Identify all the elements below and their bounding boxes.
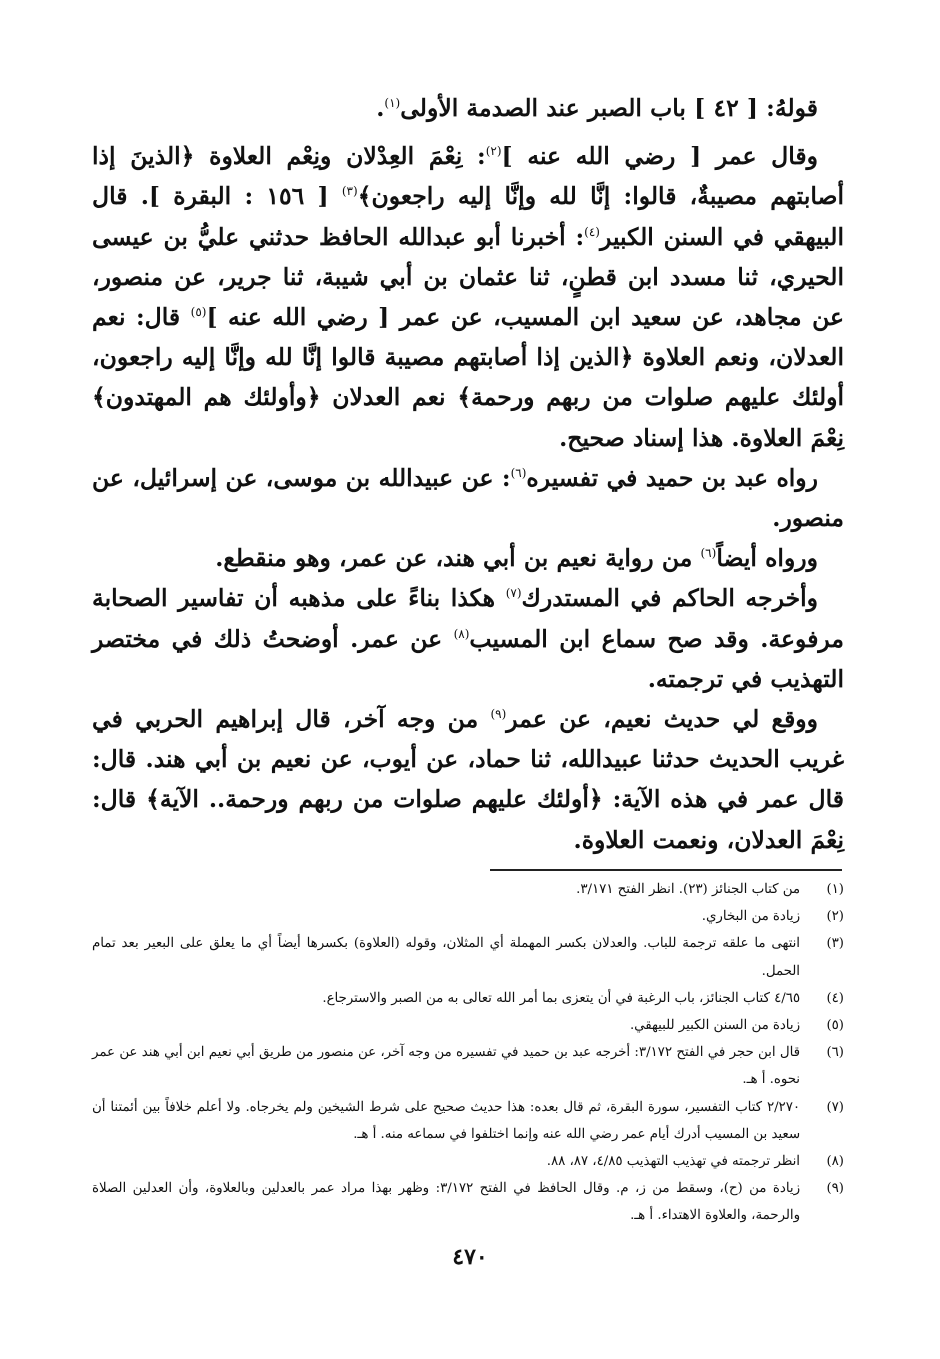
- footnote-ref: (٣): [341, 184, 358, 199]
- footnote-number: (٣): [826, 936, 844, 952]
- paragraph-omar: [92, 136, 844, 458]
- footnote-text: انتهى ما علقه ترجمة للباب. والعدلان بكسر المهملة أي المثلان، وقوله (العلاوة) بكسرها أيضاً أي ما يعلق على البعير بعد تمام الحمل.: [92, 936, 800, 979]
- footnote-5: [92, 1012, 844, 1039]
- footnote-ref: (٤): [584, 224, 600, 239]
- text-run: وقال عمر [ رضي الله عنه ]: [501, 142, 818, 171]
- footnotes: [92, 876, 844, 1230]
- footnote-ref: (٢): [485, 144, 502, 159]
- text-run: ورواه أيضاً: [716, 544, 818, 573]
- footnote-text: زيادة من (ح)، وسقط من ز، م. وقال الحافظ في الفتح ٣/١٧٢: وظهر بهذا مراد عمر بالعدلين وبالعلاوة، وأن العدلين الصلاة والرحمة، والعلاوة الاهتداء. أ هـ.: [92, 1181, 800, 1224]
- footnote-ref: (٩): [490, 707, 507, 722]
- footnote-number: (٢): [826, 909, 844, 925]
- text-run: : أخبرنا أبو عبدالله الحافظ حدثني عليُّ بن عيسى الحيري، ثنا مسدد ابن قطنٍ، ثنا عثمان بن أبي شيبة، ثنا جرير، عن منصور، عن مجاهد، عن سعيد ابن المسيب، عن عمر [ رضي الله عنه ]: [92, 222, 844, 332]
- footnote-8: [92, 1148, 844, 1175]
- footnote-divider: [490, 869, 842, 871]
- text-run: عن عمر. أوضحتُ ذلك في مختصر التهذيب في ترجمته.: [92, 624, 844, 693]
- text-run: : نِعْمَ العِدْلان ونِعْم العلاوة ﴿الذينَ إذا أصابتهم مصيبةٌ، قالوا: إنَّا لله وإنَّا إليه راجعون﴾: [92, 142, 844, 211]
- footnote-number: (٤): [826, 990, 844, 1006]
- footnote-ref: (٨): [453, 626, 470, 641]
- paragraph-harbi: [92, 699, 844, 860]
- footnote-ref: (١): [384, 96, 401, 111]
- footnote-number: (٧): [826, 1099, 844, 1115]
- footnote-4: [92, 985, 844, 1012]
- paragraph-naim: [92, 538, 844, 578]
- paragraph-abd-bin-humaid: [92, 458, 844, 538]
- heading-text: قولهُ: [ ٤٢ ] باب الصبر عند الصدمة الأولى: [400, 94, 818, 122]
- chapter-heading: [92, 88, 844, 128]
- footnote-ref: (٥): [190, 305, 207, 320]
- footnote-number: (٩): [826, 1181, 844, 1197]
- footnote-2: [92, 903, 844, 930]
- text-run: رواه عبد بن حميد في تفسيره: [526, 463, 818, 492]
- footnote-6: [92, 1039, 844, 1093]
- footnote-number: (٥): [826, 1018, 844, 1034]
- footnote-1: [92, 876, 844, 903]
- footnote-text: زيادة من السنن الكبير للبيهقي.: [629, 1018, 800, 1034]
- page-number: ٤٧٠: [452, 1244, 488, 1270]
- footnote-text: من كتاب الجنائز (٢٣). انظر الفتح ٣/١٧١.: [576, 882, 800, 897]
- text-run: قال: نعم العدلان، ونعم العلاوة ﴿الذين إذا أصابتهم مصيبة قالوا إنَّا لله وإنَّا إليه راجعون، أولئك عليهم صلوات من ربهم ورحمة﴾ نعم العدلان ﴿وأولئك هم المهتدون﴾ نِعْمَ العلاوة. هذا إسناد صحيح.: [92, 303, 844, 452]
- footnote-number: (١): [826, 882, 844, 897]
- text-run: وأخرجه الحاكم في المستدرك: [521, 584, 819, 613]
- footnote-7: [92, 1094, 844, 1148]
- heading-end: .: [376, 94, 385, 122]
- text-run: من وجه آخر، قال إبراهيم الحربي في غريب الحديث حدثنا عبيدالله، ثنا حماد، عن أيوب، عن نعيم بن أبي هند. قال: قال عمر في هذه الآية: ﴿أولئك عليهم صلوات من ربهم ورحمة.. الآية﴾ قال: نِعْمَ العدلان، ونعمت العلاوة.: [92, 705, 844, 854]
- text-run: [ ١٥٦ : البقرة ]. قال البيهقي في السنن الكبير: [92, 182, 844, 251]
- footnote-text: قال ابن حجر في الفتح ٣/١٧٢: أخرجه عبد بن حميد في تفسيره من وجه آخر، عن منصور من طريق أبي نعيم ابن أبي هند عن عمر نحوه. أ هـ.: [92, 1045, 801, 1088]
- footnote-ref: (٦): [510, 466, 527, 480]
- footnote-number: (٨): [826, 1154, 844, 1170]
- footnote-ref: (٦): [700, 546, 717, 561]
- footnote-9: [92, 1175, 844, 1229]
- footnote-ref: (٧): [505, 586, 522, 601]
- text-run: من رواية نعيم بن أبي هند، عن عمر، وهو منقطع.: [215, 544, 701, 573]
- paragraph-hakim: [92, 578, 844, 699]
- footnote-text: ٢/٢٧٠ كتاب التفسير، سورة البقرة، ثم قال بعده: هذا حديث صحيح على شرط الشيخين ولم يخرجاه. ولا أعلم خلافاً بين أئمتنا أن سعيد بن المسيب أدرك أيام عمر رضي الله عنه وإنما اختلفوا في سماعه منه. أ هـ.: [92, 1099, 800, 1142]
- footnote-number: (٦): [826, 1045, 844, 1061]
- text-run: هكذا بناءً على مذهبه أن تفاسير الصحابة مرفوعة. وقد صح سماع ابن المسيب: [92, 584, 844, 653]
- footnote-text: زيادة من البخاري.: [701, 909, 800, 925]
- text-run: ووقع لي حديث نعيم، عن عمر: [506, 705, 818, 734]
- text-run: : عن عبيدالله بن موسى، عن إسرائيل، عن منصور.: [92, 463, 844, 533]
- footnote-3: [92, 930, 844, 984]
- main-text: [92, 88, 844, 860]
- footnote-text: انظر ترجمته في تهذيب التهذيب ٤/٨٥، ٨٧، ٨٨.: [546, 1154, 800, 1170]
- footnote-text: ٤/٦٥ كتاب الجنائز، باب الرغبة في أن يتعزى بما أمر الله تعالى به من الصبر والاسترجاع.: [322, 990, 800, 1006]
